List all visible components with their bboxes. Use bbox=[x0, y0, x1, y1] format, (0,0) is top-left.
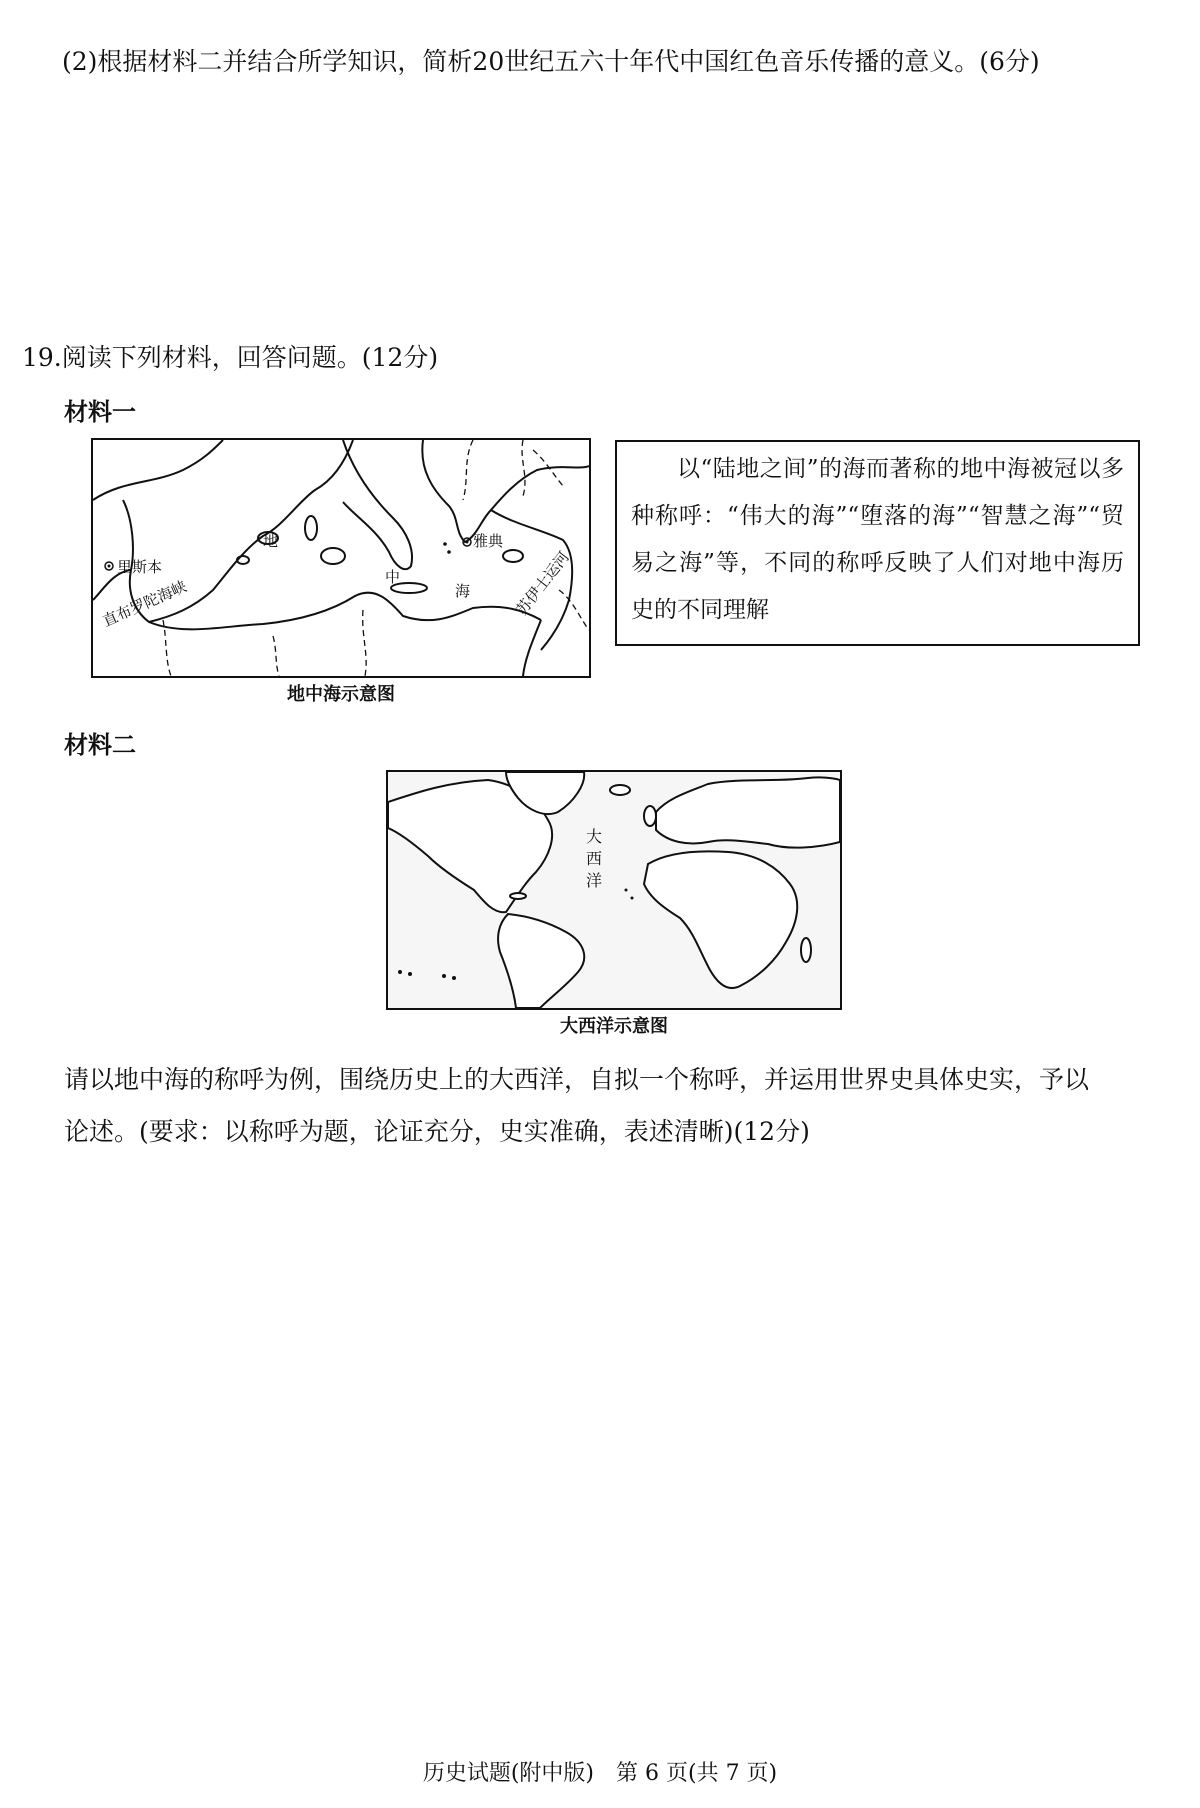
sea-char-1: 地 bbox=[263, 532, 279, 550]
gibraltar-label: 直布罗陀海峡 bbox=[99, 577, 190, 631]
atlantic-char-2: 西 bbox=[585, 849, 602, 868]
mediterranean-map bbox=[91, 438, 591, 678]
atlantic-char-1: 大 bbox=[585, 827, 602, 846]
atlantic-map-caption: 大西洋示意图 bbox=[560, 1016, 668, 1037]
question-19-heading: 19.阅读下列材料，回答问题。(12分) bbox=[22, 343, 439, 372]
mediterranean-map-drawing bbox=[93, 440, 589, 676]
atlantic-ocean-label bbox=[584, 826, 604, 892]
athens-label: 雅典 bbox=[473, 532, 504, 550]
material-2-label: 材料二 bbox=[64, 731, 136, 759]
task-line-2: 论述。(要求：以称呼为题，论证充分，史实准确，表述清晰)(12分) bbox=[64, 1117, 810, 1146]
mediterranean-map-caption: 地中海示意图 bbox=[287, 684, 395, 705]
page-footer: 历史试题(附中版) 第 6 页(共 7 页) bbox=[422, 1761, 778, 1786]
material-1-label: 材料一 bbox=[64, 398, 136, 426]
atlantic-map-drawing bbox=[388, 772, 840, 1008]
suez-label: 苏伊士运河 bbox=[512, 548, 573, 619]
question-18-part-2: (2)根据材料二并结合所学知识，简析20世纪五六十年代中国红色音乐传播的意义。(6分) bbox=[62, 47, 1040, 76]
task-line-1: 请以地中海的称呼为例，围绕历史上的大西洋，自拟一个称呼，并运用世界史具体史实，予以 bbox=[64, 1065, 1090, 1094]
lisbon-label: 里斯本 bbox=[117, 558, 163, 576]
sea-char-3: 海 bbox=[455, 582, 471, 600]
material-1-quote: 以“陆地之间”的海而著称的地中海被冠以多种称呼：“伟大的海”“堕落的海”“智慧之海”“贸易之海”等，不同的称呼反映了人们对地中海历史的不同理解 bbox=[615, 440, 1140, 646]
sea-char-2: 中 bbox=[385, 568, 401, 586]
atlantic-map bbox=[386, 770, 842, 1010]
atlantic-char-3: 洋 bbox=[585, 871, 602, 890]
